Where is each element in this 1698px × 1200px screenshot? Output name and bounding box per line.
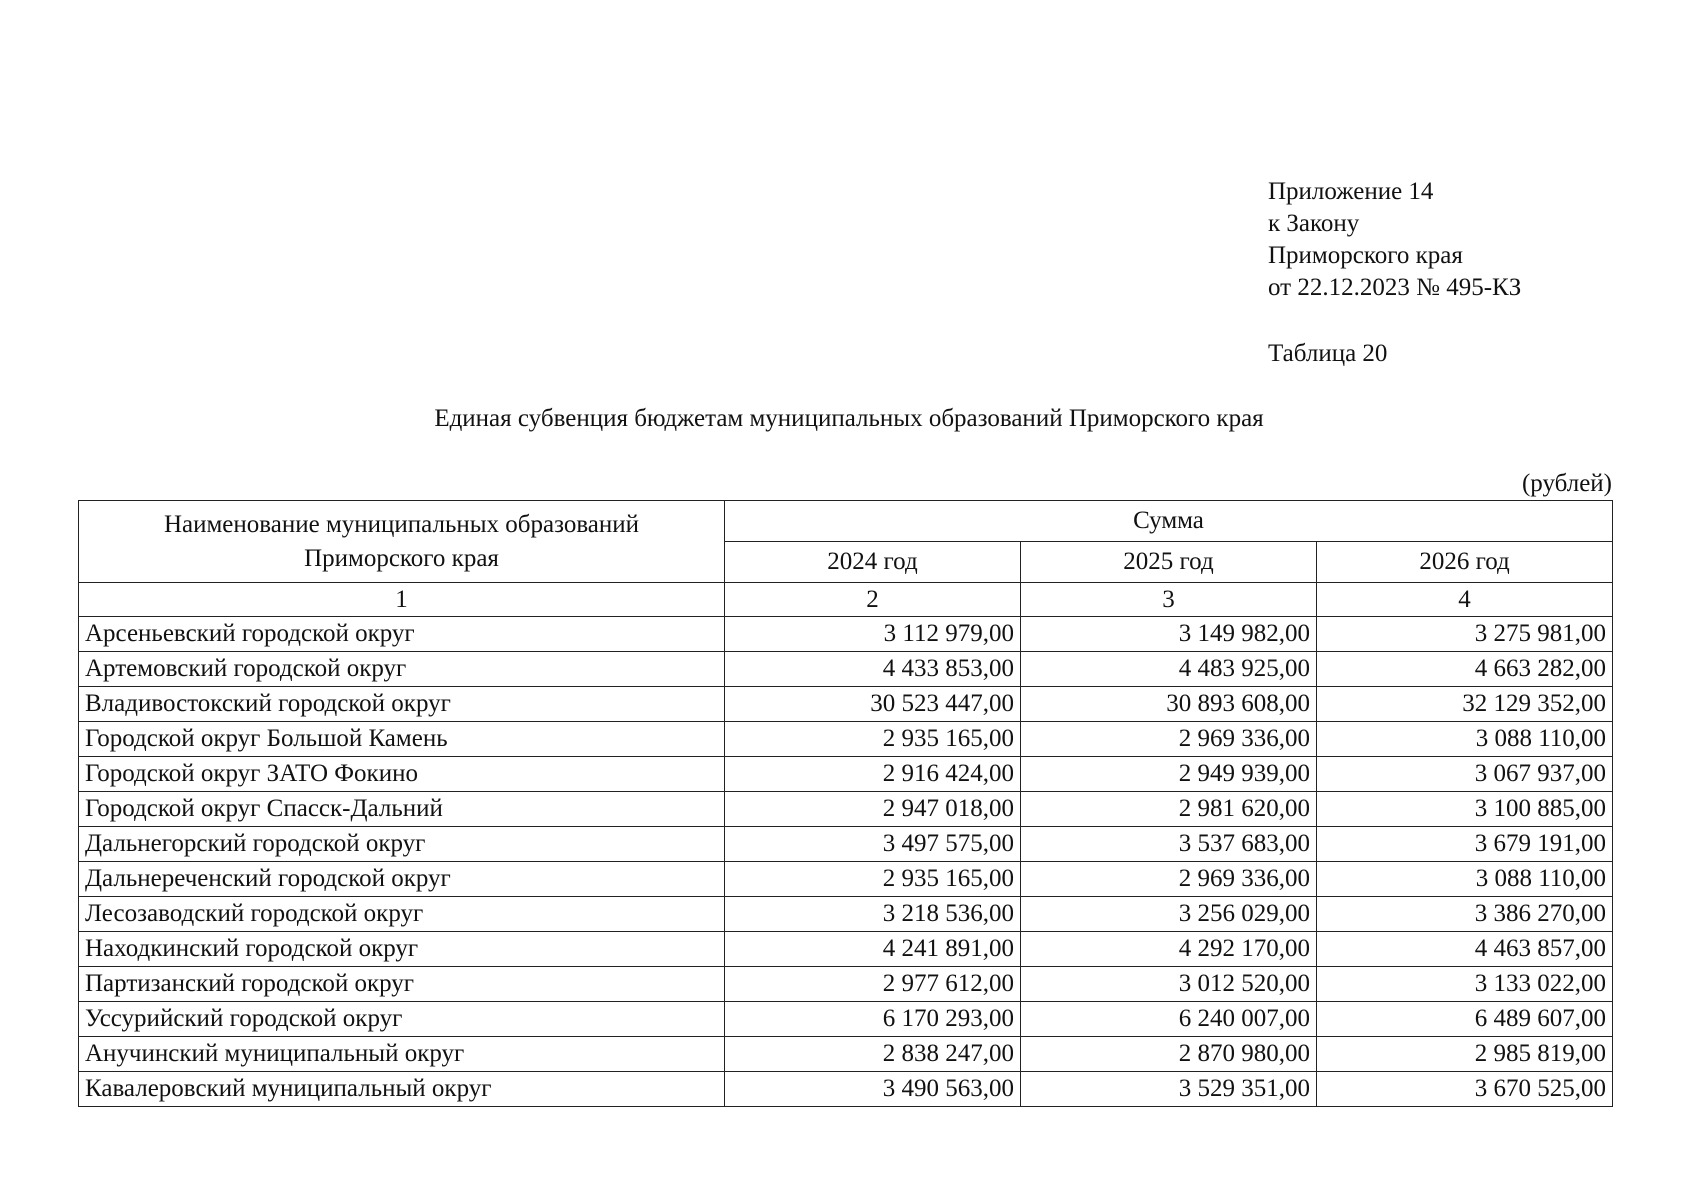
municipality-name-cell: Лесозаводский городской округ	[79, 897, 725, 932]
amount-2025-cell: 2 981 620,00	[1021, 792, 1317, 827]
appendix-line: Приморского края	[1268, 242, 1463, 269]
table-row	[79, 1002, 1613, 1037]
header-year: 2024 год	[725, 542, 1021, 583]
amount-2026-cell: 4 463 857,00	[1317, 932, 1613, 967]
header-year: 2025 год	[1021, 542, 1317, 583]
amount-2024-cell: 2 947 018,00	[725, 792, 1021, 827]
appendix-reference	[1268, 176, 1521, 304]
municipality-name-cell: Уссурийский городской округ	[79, 1002, 725, 1037]
amount-2026-cell: 3 386 270,00	[1317, 897, 1613, 932]
amount-2026-cell: 4 663 282,00	[1317, 652, 1613, 687]
table-row	[79, 617, 1613, 652]
amount-2025-cell: 30 893 608,00	[1021, 687, 1317, 722]
column-number: 1	[79, 583, 725, 617]
amount-2024-cell: 3 218 536,00	[725, 897, 1021, 932]
amount-2025-cell: 3 012 520,00	[1021, 967, 1317, 1002]
amount-2024-cell: 2 935 165,00	[725, 862, 1021, 897]
amount-2026-cell: 3 670 525,00	[1317, 1072, 1613, 1107]
amount-2025-cell: 3 149 982,00	[1021, 617, 1317, 652]
municipality-name-cell: Находкинский городской округ	[79, 932, 725, 967]
table-row	[79, 757, 1613, 792]
appendix-line: Приложение 14	[1268, 178, 1434, 205]
header-year: 2026 год	[1317, 542, 1613, 583]
amount-2026-cell: 3 275 981,00	[1317, 617, 1613, 652]
table-row	[79, 1072, 1613, 1107]
municipality-name-cell: Городской округ Спасск-Дальний	[79, 792, 725, 827]
amount-2024-cell: 2 935 165,00	[725, 722, 1021, 757]
table-row	[79, 862, 1613, 897]
amount-2024-cell: 3 490 563,00	[725, 1072, 1021, 1107]
units-label: (рублей)	[1521, 470, 1612, 497]
header-name-line: Приморского края	[304, 544, 499, 572]
municipality-name-cell: Владивостокский городской округ	[79, 687, 725, 722]
municipality-name-cell: Городской округ ЗАТО Фокино	[79, 757, 725, 792]
municipality-name-cell: Городской округ Большой Камень	[79, 722, 725, 757]
amount-2026-cell: 3 100 885,00	[1317, 792, 1613, 827]
appendix-line: к Закону	[1268, 210, 1360, 237]
amount-2025-cell: 6 240 007,00	[1021, 1002, 1317, 1037]
amount-2024-cell: 3 497 575,00	[725, 827, 1021, 862]
municipality-name-cell: Кавалеровский муниципальный округ	[79, 1072, 725, 1107]
municipality-name-cell: Дальнереченский городской округ	[79, 862, 725, 897]
table-row	[79, 687, 1613, 722]
column-number-row	[79, 583, 1613, 617]
municipality-name-cell: Артемовский городской округ	[79, 652, 725, 687]
amount-2025-cell: 2 870 980,00	[1021, 1037, 1317, 1072]
amount-2024-cell: 30 523 447,00	[725, 687, 1021, 722]
amount-2026-cell: 32 129 352,00	[1317, 687, 1613, 722]
header-name-column	[79, 501, 725, 583]
table-row	[79, 932, 1613, 967]
amount-2026-cell: 3 067 937,00	[1317, 757, 1613, 792]
table-row	[79, 897, 1613, 932]
amount-2024-cell: 4 241 891,00	[725, 932, 1021, 967]
amount-2024-cell: 2 838 247,00	[725, 1037, 1021, 1072]
table-label: Таблица 20	[1268, 340, 1388, 367]
amount-2024-cell: 2 916 424,00	[725, 757, 1021, 792]
amount-2026-cell: 3 679 191,00	[1317, 827, 1613, 862]
amount-2026-cell: 2 985 819,00	[1317, 1037, 1613, 1072]
amount-2024-cell: 6 170 293,00	[725, 1002, 1021, 1037]
municipality-name-cell: Дальнегорский городской округ	[79, 827, 725, 862]
header-sum: Сумма	[725, 501, 1613, 542]
column-number: 2	[725, 583, 1021, 617]
appendix-line: от 22.12.2023 № 495-КЗ	[1268, 274, 1522, 301]
municipality-name-cell: Арсеньевский городской округ	[79, 617, 725, 652]
table-row	[79, 722, 1613, 757]
municipality-name-cell: Партизанский городской округ	[79, 967, 725, 1002]
column-number: 3	[1021, 583, 1317, 617]
amount-2025-cell: 3 537 683,00	[1021, 827, 1317, 862]
amount-2025-cell: 3 529 351,00	[1021, 1072, 1317, 1107]
amount-2026-cell: 3 088 110,00	[1317, 862, 1613, 897]
amount-2024-cell: 3 112 979,00	[725, 617, 1021, 652]
amount-2025-cell: 2 969 336,00	[1021, 862, 1317, 897]
amount-2025-cell: 4 292 170,00	[1021, 932, 1317, 967]
amount-2025-cell: 2 949 939,00	[1021, 757, 1317, 792]
amount-2026-cell: 3 088 110,00	[1317, 722, 1613, 757]
header-name-line: Наименование муниципальных образований	[163, 510, 640, 538]
table-row	[79, 792, 1613, 827]
amount-2026-cell: 6 489 607,00	[1317, 1002, 1613, 1037]
document-title: Единая субвенция бюджетам муниципальных образований Приморского края	[434, 405, 1264, 432]
amount-2025-cell: 4 483 925,00	[1021, 652, 1317, 687]
header-row	[79, 501, 1613, 542]
subvention-table	[78, 500, 1613, 1107]
table-row	[79, 1037, 1613, 1072]
amount-2026-cell: 3 133 022,00	[1317, 967, 1613, 1002]
amount-2025-cell: 2 969 336,00	[1021, 722, 1317, 757]
amount-2024-cell: 4 433 853,00	[725, 652, 1021, 687]
table-row	[79, 827, 1613, 862]
amount-2025-cell: 3 256 029,00	[1021, 897, 1317, 932]
amount-2024-cell: 2 977 612,00	[725, 967, 1021, 1002]
table-row	[79, 652, 1613, 687]
table-row	[79, 967, 1613, 1002]
municipality-name-cell: Анучинский муниципальный округ	[79, 1037, 725, 1072]
column-number: 4	[1317, 583, 1613, 617]
